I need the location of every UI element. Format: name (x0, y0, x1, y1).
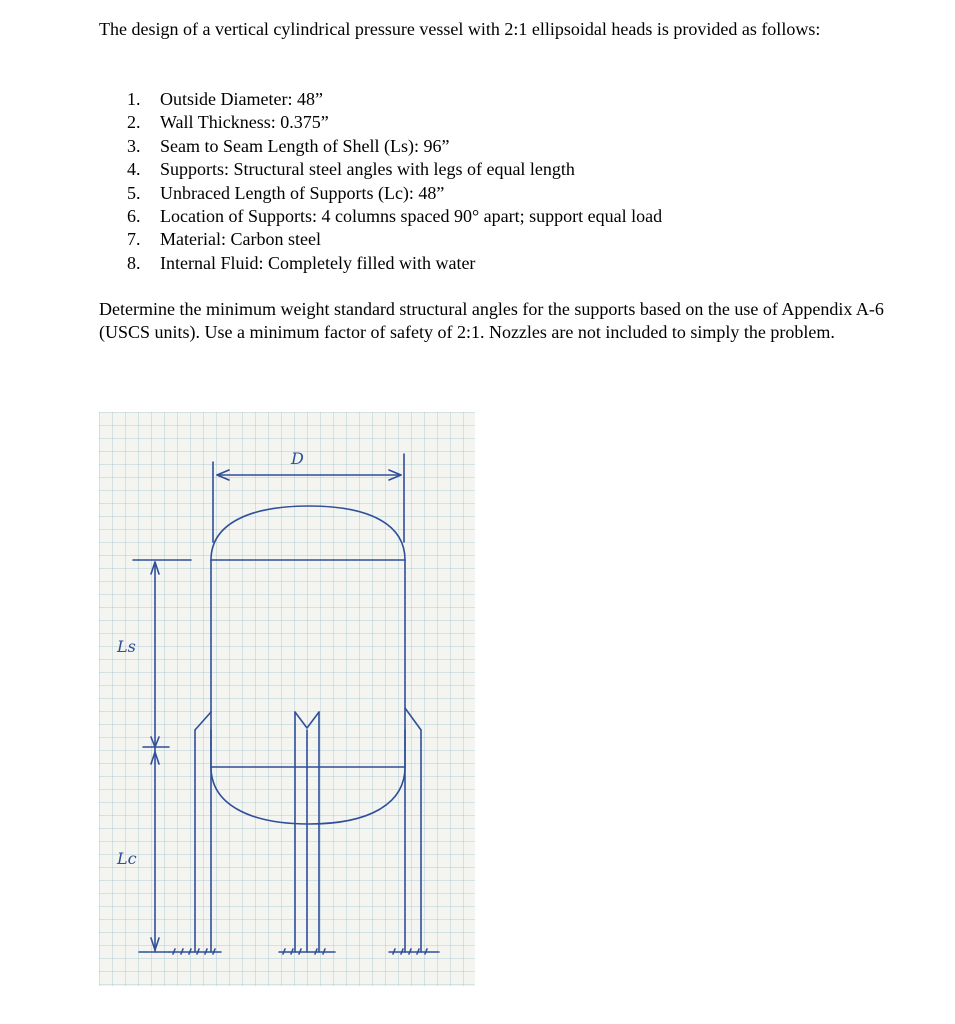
spec-list (127, 88, 662, 275)
item-text: Wall Thickness: 0.375” (160, 112, 329, 133)
vessel-sketch (99, 412, 475, 986)
base-plate-right (389, 949, 439, 954)
item-text: Material: Carbon steel (160, 229, 321, 250)
item-number: 8. (127, 252, 141, 273)
diameter-dimension (213, 449, 404, 542)
item-number: 2. (127, 112, 141, 133)
list-item (127, 111, 662, 134)
label-d: D (291, 449, 304, 468)
list-item (127, 205, 662, 228)
support-leg-right (389, 708, 439, 954)
item-number: 7. (127, 229, 141, 250)
leg-left-brace (195, 712, 211, 730)
list-item (127, 228, 662, 251)
height-dimension (116, 560, 191, 952)
bottom-head (211, 767, 405, 824)
item-text: Location of Supports: 4 columns spaced 90° apart; support equal load (160, 206, 663, 227)
item-text: Internal Fluid: Completely filled with water (160, 252, 476, 273)
item-text: Supports: Structural steel angles with legs of equal length (160, 159, 575, 180)
label-ls: Ls (117, 637, 136, 656)
leg-right-brace (405, 708, 421, 730)
list-item (127, 158, 662, 181)
support-leg-left (169, 712, 221, 954)
item-number: 5. (127, 182, 141, 203)
item-number: 6. (127, 206, 141, 227)
list-item (127, 135, 662, 158)
vessel-drawing (99, 412, 475, 986)
list-item (127, 182, 662, 205)
item-number: 3. (127, 135, 141, 156)
task-paragraph: Determine the minimum weight standard structural angles for the supports based on the use of Appendix A-6 (USCS units). Use a minimum factor of safety of 2:1. Nozzles are not included to simply the problem. (99, 299, 884, 342)
top-head (211, 506, 405, 560)
intro-paragraph: The design of a vertical cylindrical pressure vessel with 2:1 ellipsoidal heads is provided as follows: (99, 19, 821, 39)
item-number: 1. (127, 89, 141, 109)
list-item (127, 252, 662, 275)
item-text: Unbraced Length of Supports (Lc): 48” (160, 182, 445, 203)
list-item (127, 88, 662, 111)
leg-middle-angle-icon (295, 712, 319, 728)
item-text: Seam to Seam Length of Shell (Ls): 96” (160, 135, 450, 156)
item-number: 4. (127, 159, 141, 180)
support-leg-middle (279, 712, 335, 954)
label-lc: Lc (117, 849, 137, 868)
item-text: Outside Diameter: 48” (160, 89, 323, 109)
